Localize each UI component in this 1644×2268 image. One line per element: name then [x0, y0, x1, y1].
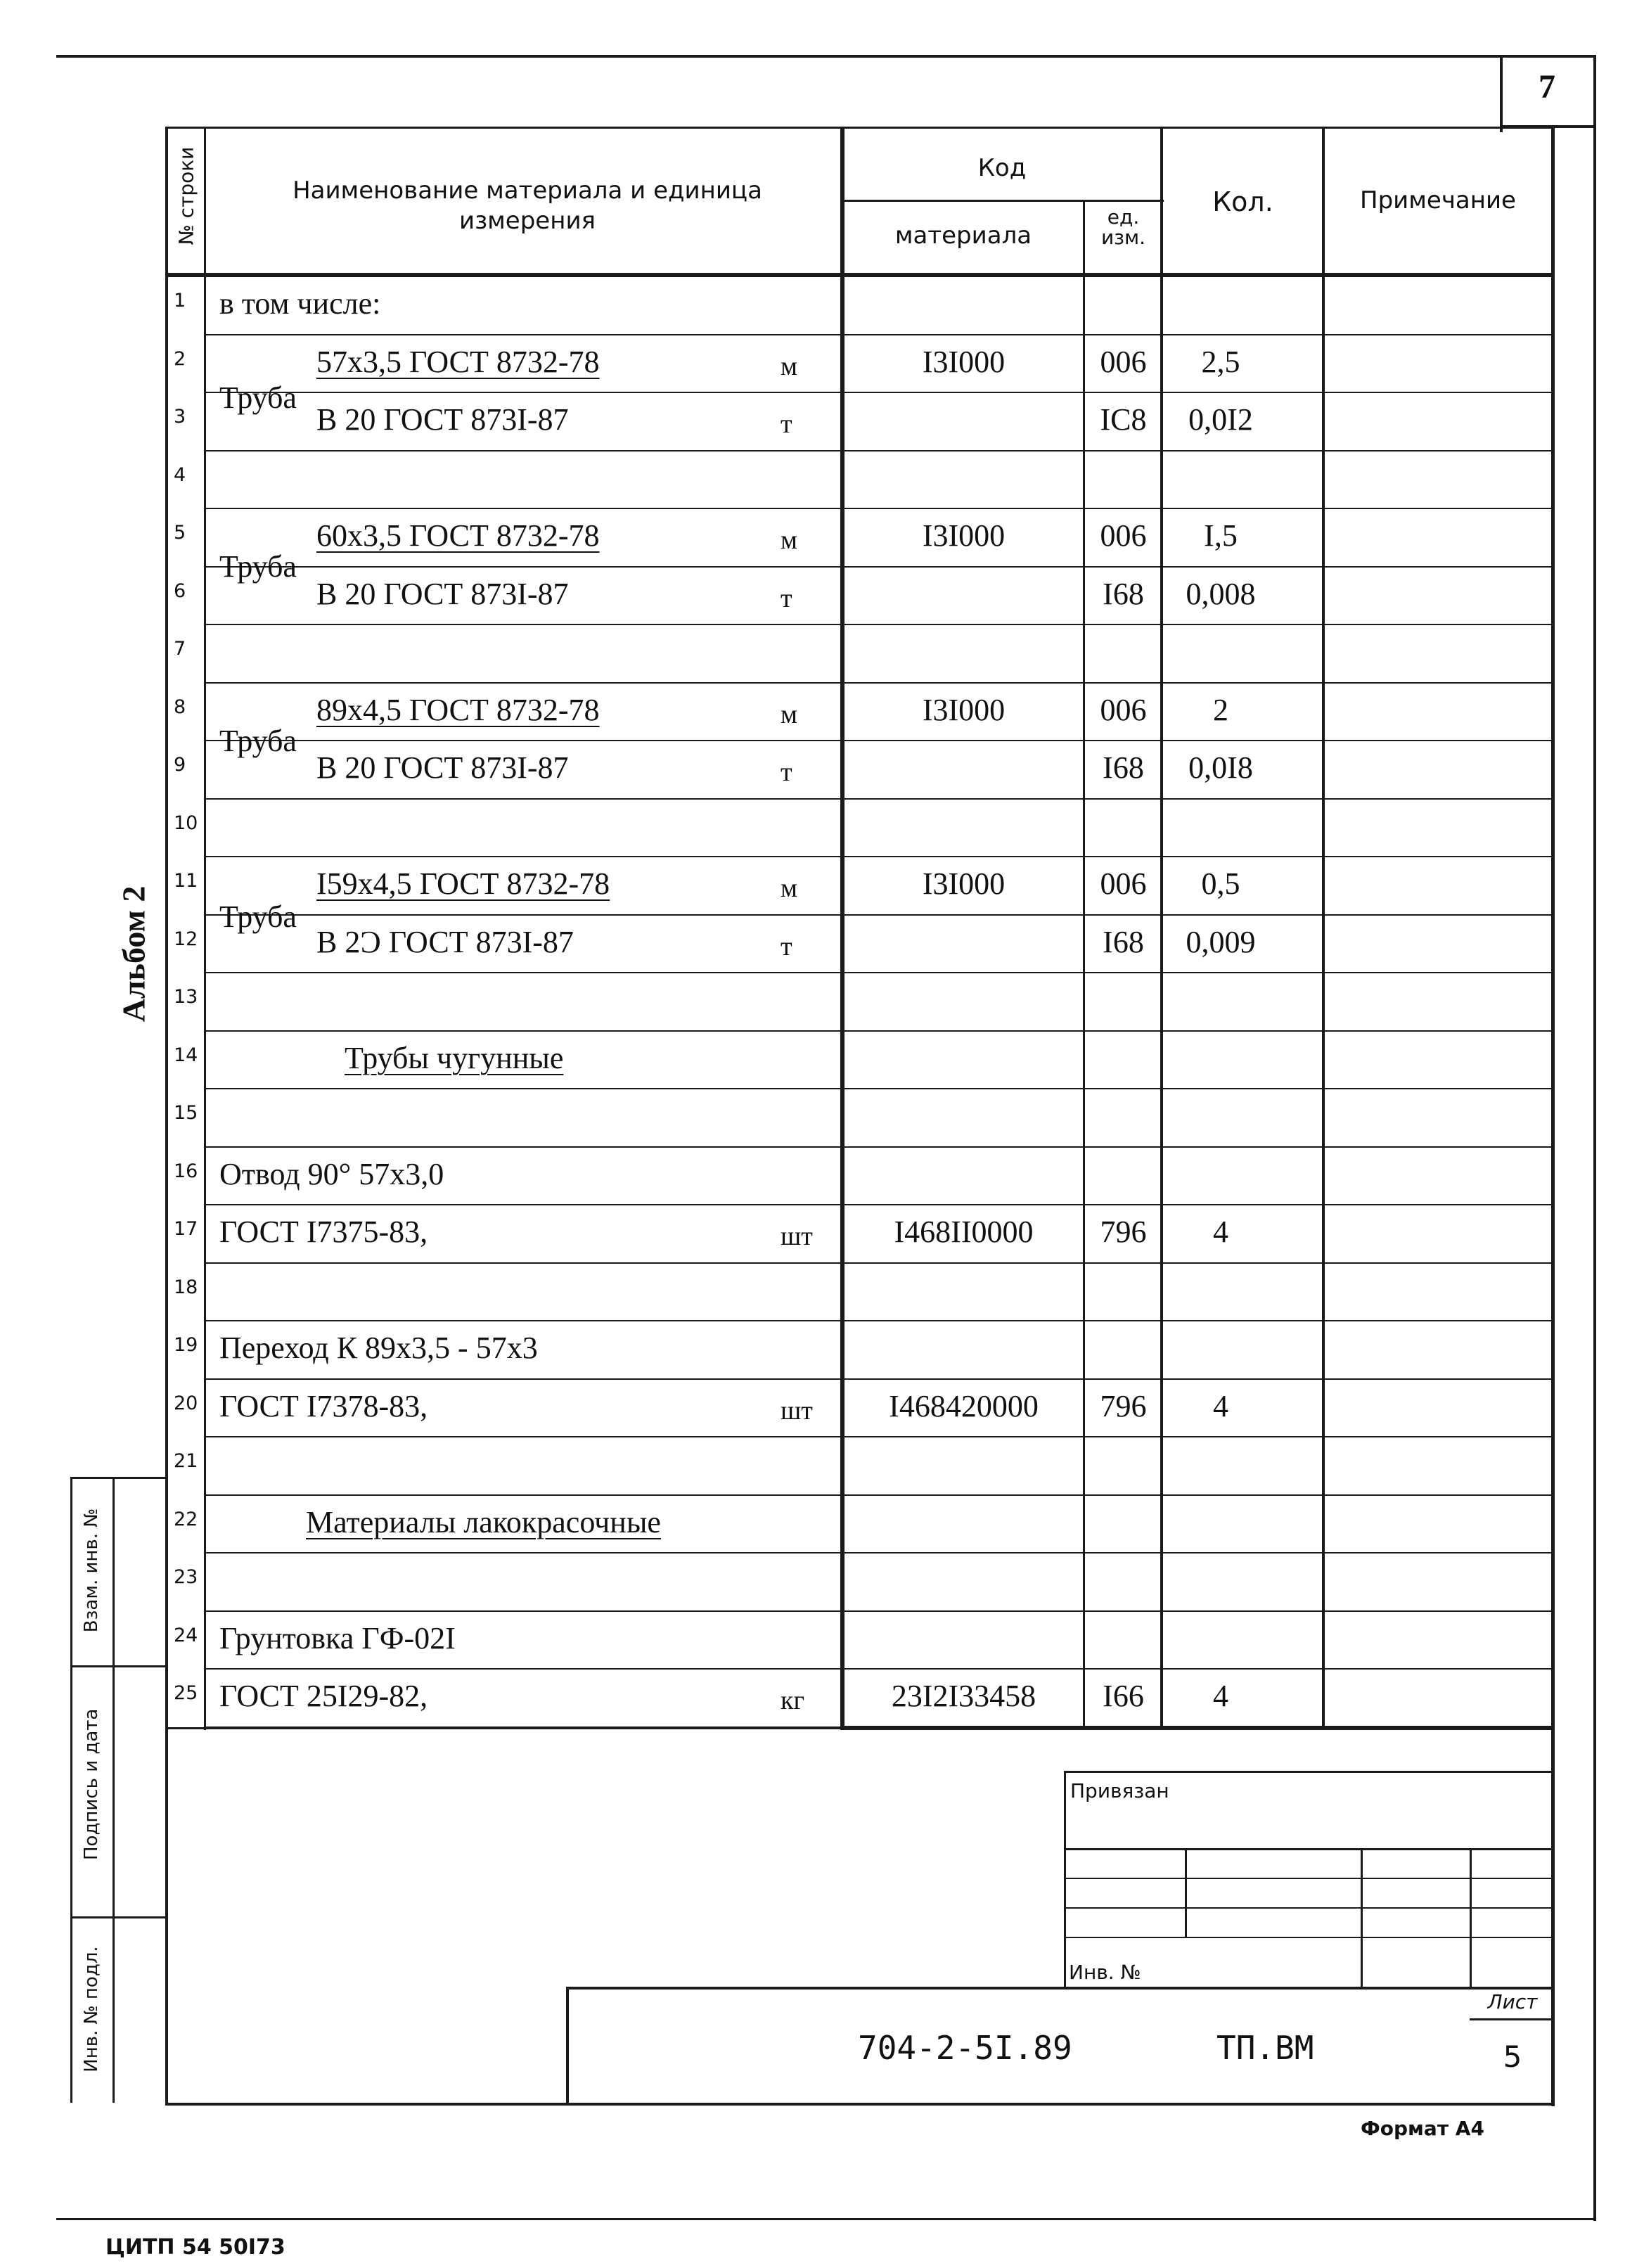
- row-unit-code: I68: [1103, 750, 1144, 785]
- row-unit-code: 796: [1100, 1388, 1147, 1423]
- col-line-unitcode: [1083, 201, 1085, 1730]
- header-separator: [165, 273, 1554, 277]
- row-rule: [204, 508, 1554, 509]
- row-material-code: I468420000: [889, 1388, 1039, 1423]
- row-number: 12: [174, 928, 198, 950]
- row-number: 22: [174, 1508, 198, 1530]
- pipe-label-1: Труба: [219, 380, 297, 415]
- row-rule: [204, 740, 1554, 741]
- row-rule: [204, 682, 1554, 684]
- row-unit-code: 796: [1100, 1215, 1147, 1249]
- stamp-inv-no: Инв. №: [1069, 1961, 1141, 1984]
- row-rule: [204, 1088, 1554, 1089]
- stamp-vline-3: [1470, 1848, 1472, 1989]
- row-rule: [204, 1320, 1554, 1321]
- row-rule: [204, 392, 1554, 393]
- row-unit: шт: [781, 1395, 813, 1425]
- row-number: 15: [174, 1102, 198, 1124]
- row-qty: 2: [1213, 692, 1228, 727]
- row-rule: [204, 1204, 1554, 1205]
- row-unit: м: [781, 699, 798, 729]
- row-rule: [204, 1494, 1554, 1496]
- col-line-rownum: [204, 127, 206, 1730]
- header-code-unit: ед. изм.: [1100, 205, 1146, 250]
- row-name: Трубы чугунные: [345, 1040, 564, 1075]
- row-unit: шт: [781, 1222, 813, 1251]
- page-box-left: [1500, 55, 1503, 132]
- row-name: Материалы лакокрасочные: [306, 1504, 661, 1539]
- row-qty: 0,009: [1186, 924, 1256, 959]
- row-qty: I,5: [1204, 518, 1238, 553]
- row-qty: 4: [1213, 1388, 1228, 1423]
- row-qty: 0,0I8: [1188, 750, 1253, 785]
- side-inv-podl: Инв. № подл.: [81, 1946, 102, 2072]
- stamp-line-3: [1064, 1907, 1554, 1909]
- stamp-line-1: [1064, 1848, 1554, 1850]
- stamp-small-left: [1064, 1771, 1066, 1989]
- stamp-vline-2: [1361, 1848, 1363, 1989]
- side-stamp-top: [70, 1477, 167, 1479]
- code-subheader-line: [840, 200, 1164, 202]
- row-name: I59х4,5 ГОСТ 8732-78: [316, 866, 610, 901]
- stamp-line-4: [1064, 1937, 1554, 1938]
- row-name: в том числе:: [219, 286, 381, 321]
- row-number: 8: [174, 696, 186, 718]
- header-code-material: материала: [894, 222, 1032, 250]
- row-name: 57х3,5 ГОСТ 8732-78: [316, 344, 600, 379]
- row-material-code: I468II0000: [894, 1215, 1034, 1249]
- row-name: В 20 ГОСТ 873I-87: [316, 750, 569, 785]
- row-number: 18: [174, 1276, 198, 1298]
- page-number: 7: [1539, 68, 1555, 105]
- row-rule: [204, 1146, 1554, 1148]
- row-name: ГОСТ 25I29-82,: [219, 1679, 428, 1713]
- row-unit: т: [781, 409, 792, 439]
- side-vzam: Взам. инв. №: [81, 1508, 102, 1633]
- table-bottom: [165, 2103, 1554, 2106]
- row-number: 16: [174, 1160, 198, 1182]
- row-name: В 2Ɔ ГОСТ 873I-87: [316, 924, 574, 959]
- row-number: 17: [174, 1218, 198, 1240]
- album-label: Альбом 2: [115, 885, 152, 1023]
- row-unit-code: I68: [1103, 924, 1144, 959]
- row-rule: [204, 856, 1554, 857]
- table-right: [1551, 127, 1555, 2106]
- header-row-no: № строки: [174, 146, 198, 245]
- header-name: Наименование материала и единица измерения: [293, 177, 762, 235]
- sheet-bottom-edge: [56, 2218, 1596, 2220]
- row-number: 10: [174, 812, 198, 834]
- row-unit: кг: [781, 1686, 805, 1715]
- row-rule: [204, 1436, 1554, 1437]
- side-podpis: Подпись и дата: [81, 1708, 102, 1860]
- row-material-code: 23I2I33458: [891, 1679, 1036, 1713]
- col-line-code: [840, 127, 845, 1730]
- table-left: [165, 127, 168, 2103]
- row-rule: [204, 334, 1554, 335]
- stamp-main-top: [566, 1987, 1554, 1990]
- row-number: 1: [174, 290, 186, 312]
- stamp-small-top: [1064, 1771, 1554, 1773]
- row-qty: 0,008: [1186, 576, 1256, 611]
- row-number: 2: [174, 347, 186, 370]
- row-unit: т: [781, 757, 792, 787]
- row-material-code: I3I000: [922, 344, 1006, 379]
- stamp-sheet-label: Лист: [1487, 1990, 1538, 2013]
- row-unit: м: [781, 525, 798, 555]
- row-qty: 4: [1213, 1679, 1228, 1713]
- row-number: 20: [174, 1392, 198, 1414]
- row-number: 5: [174, 522, 186, 544]
- row-number: 25: [174, 1682, 198, 1704]
- row-name: Отвод 90° 57х3,0: [219, 1156, 444, 1191]
- stamp-privyazan: Привязан: [1070, 1779, 1169, 1802]
- pipe-label-4: Труба: [219, 899, 297, 934]
- header-code: Код: [977, 154, 1027, 182]
- row-rule: [204, 1378, 1554, 1380]
- row-rule: [204, 1726, 1554, 1728]
- col-line-qty: [1160, 127, 1163, 1730]
- pipe-label-2: Труба: [219, 549, 297, 584]
- row-rule: [204, 1262, 1554, 1264]
- row-number: 4: [174, 463, 186, 486]
- side-stamp-div1: [70, 1665, 167, 1667]
- row-qty: 0,5: [1201, 866, 1240, 901]
- row-unit-code: 006: [1100, 692, 1147, 727]
- row-rule: [204, 1610, 1554, 1612]
- side-stamp-mid: [113, 1477, 115, 2103]
- stamp-vline-1: [1185, 1848, 1187, 1937]
- row-unit-code: 006: [1100, 344, 1147, 379]
- row-rule: [204, 972, 1554, 973]
- stamp-sheet-no: 5: [1503, 2039, 1522, 2074]
- row-name: В 20 ГОСТ 873I-87: [316, 402, 569, 437]
- row-unit: м: [781, 351, 798, 381]
- top-rule: [56, 55, 1596, 58]
- row-rule: [204, 566, 1554, 568]
- row-number: 6: [174, 579, 186, 602]
- row-qty: 0,0I2: [1188, 402, 1253, 437]
- row-material-code: I3I000: [922, 518, 1006, 553]
- row-rule: [204, 450, 1554, 451]
- row-unit: м: [781, 873, 798, 903]
- header-qty: Кол.: [1212, 186, 1273, 217]
- row-number: 11: [174, 870, 198, 892]
- row-number: 7: [174, 638, 186, 660]
- row-unit-code: 006: [1100, 518, 1147, 553]
- row-name: Грунтовка ГФ-02I: [219, 1620, 456, 1655]
- row-rule: [204, 1030, 1554, 1032]
- row-number: 13: [174, 986, 198, 1008]
- row-name: 60х3,5 ГОСТ 8732-78: [316, 518, 600, 553]
- row-material-code: I3I000: [922, 692, 1006, 727]
- format-label: Формат А4: [1361, 2117, 1484, 2140]
- row-name: 89х4,5 ГОСТ 8732-78: [316, 692, 600, 727]
- sheet-right-edge: [1593, 55, 1596, 2221]
- row-number: 19: [174, 1334, 198, 1356]
- row-unit-code: IC8: [1100, 402, 1147, 437]
- row-material-code: I3I000: [922, 866, 1006, 901]
- row-unit-code: I66: [1103, 1679, 1144, 1713]
- row-rule: [204, 798, 1554, 800]
- stamp-main-left: [566, 1987, 569, 2105]
- row-name: ГОСТ I7378-83,: [219, 1388, 428, 1423]
- row-unit: т: [781, 931, 792, 961]
- row-number: 21: [174, 1450, 198, 1472]
- footer-code: ЦИТП 54 50I73: [105, 2235, 285, 2260]
- row-name: Переход К 89х3,5 - 57х3: [219, 1331, 538, 1365]
- row-name: ГОСТ I7375-83,: [219, 1215, 428, 1249]
- row-number: 24: [174, 1624, 198, 1646]
- row-unit-code: I68: [1103, 576, 1144, 611]
- row-unit-code: 006: [1100, 866, 1147, 901]
- side-stamp-left: [70, 1477, 72, 2103]
- row-rule: [204, 1552, 1554, 1553]
- row-unit: т: [781, 583, 792, 613]
- row-qty: 2,5: [1201, 344, 1240, 379]
- stamp-sheet-div: [1470, 2018, 1554, 2020]
- row-qty: 4: [1213, 1215, 1228, 1249]
- row-number: 3: [174, 406, 186, 428]
- row-number: 23: [174, 1566, 198, 1588]
- table-top: [165, 127, 1554, 129]
- col-line-note: [1322, 127, 1325, 1730]
- row-rule: [204, 1668, 1554, 1670]
- row-rule: [204, 624, 1554, 625]
- side-stamp-div2: [70, 1916, 167, 1918]
- stamp-doc-code: 704-2-5I.89: [858, 2029, 1072, 2067]
- row-number: 9: [174, 754, 186, 776]
- row-rule: [204, 914, 1554, 916]
- stamp-doc-mark: ТП.ВМ: [1216, 2029, 1314, 2067]
- row-number: 14: [174, 1044, 198, 1066]
- row-name: В 20 ГОСТ 873I-87: [316, 576, 569, 611]
- header-note: Примечание: [1360, 186, 1516, 214]
- pipe-label-3: Труба: [219, 724, 297, 758]
- stamp-line-2: [1064, 1878, 1554, 1879]
